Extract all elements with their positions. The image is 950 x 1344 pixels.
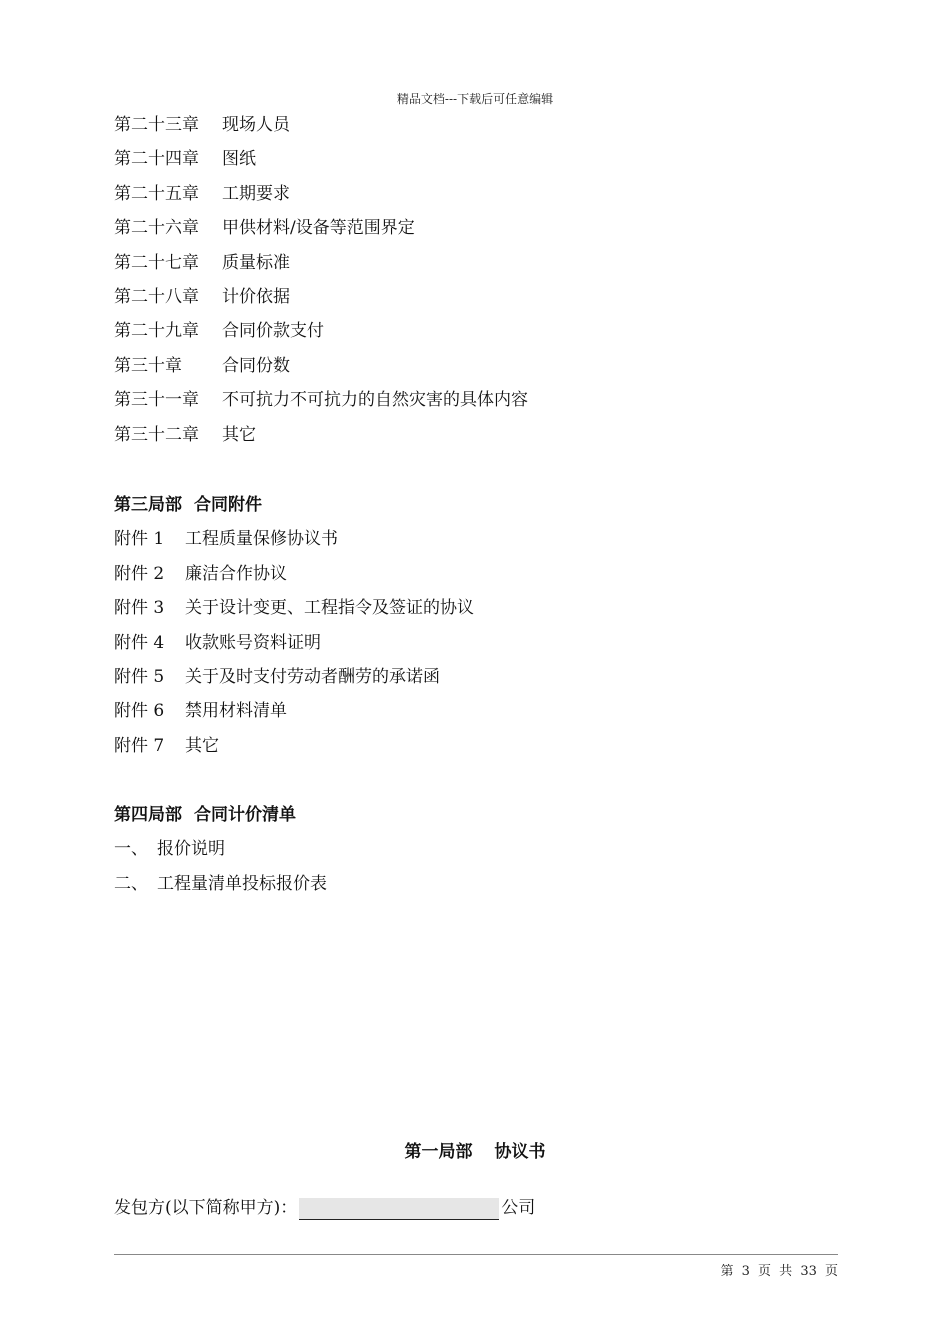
annex-title: 工程质量保修协议书 — [185, 529, 338, 550]
chapter-number: 第三十二章 — [114, 424, 199, 445]
annex-title: 其它 — [185, 735, 219, 756]
list-title: 报价说明 — [157, 839, 225, 860]
chapter-number: 第三十一章 — [114, 390, 199, 411]
toc-line — [114, 418, 834, 452]
party-line — [114, 1194, 535, 1222]
toc-line — [114, 314, 834, 348]
list-number: 一、 — [114, 839, 148, 860]
annex-title: 廉洁合作协议 — [185, 563, 287, 584]
chapter-title: 图纸 — [222, 149, 256, 170]
chapter-title: 其它 — [222, 424, 256, 445]
party-name-field[interactable] — [299, 1198, 499, 1220]
toc-line — [114, 177, 834, 211]
annex-line — [114, 522, 834, 556]
annex-number: 附件 3 — [114, 598, 165, 619]
part-heading — [0, 1138, 950, 1166]
chapter-title: 甲供材料/设备等范围界定 — [222, 218, 415, 239]
toc-line — [114, 280, 834, 314]
toc-line — [114, 211, 834, 245]
toc-line — [114, 349, 834, 383]
chapter-title: 工期要求 — [222, 183, 290, 204]
toc-line — [114, 246, 834, 280]
party-label: 发包方(以下简称甲方)： — [114, 1198, 298, 1218]
annex-number: 附件 4 — [114, 632, 165, 653]
chapter-number: 第三十章 — [114, 355, 182, 376]
section-label: 第四局部 — [114, 805, 182, 825]
page-header: 精品文档---下载后可任意编辑 — [396, 92, 554, 106]
toc-line — [114, 108, 834, 142]
section-heading — [114, 798, 834, 832]
annex-line — [114, 729, 834, 763]
party-suffix: 公司 — [501, 1198, 536, 1218]
annex-line — [114, 694, 834, 728]
list-title: 工程量清单投标报价表 — [157, 873, 327, 894]
annex-section — [114, 488, 834, 763]
chapter-title: 质量标准 — [222, 252, 290, 273]
toc-line — [114, 383, 834, 417]
chapter-number: 第二十六章 — [114, 218, 199, 239]
annex-title: 关于及时支付劳动者酬劳的承诺函 — [185, 666, 440, 687]
chapter-title: 合同份数 — [222, 355, 290, 376]
chapter-number: 第二十五章 — [114, 183, 199, 204]
section-label: 第三局部 — [114, 495, 182, 515]
list-number: 二、 — [114, 873, 148, 894]
section-title: 合同附件 — [194, 495, 262, 515]
list-item — [114, 867, 834, 901]
toc-line — [114, 142, 834, 176]
annex-number: 附件 2 — [114, 563, 165, 584]
annex-number: 附件 7 — [114, 735, 165, 756]
annex-number: 附件 6 — [114, 701, 165, 722]
list-item — [114, 832, 834, 866]
section-title: 合同计价清单 — [194, 805, 296, 825]
part-title: 协议书 — [494, 1142, 546, 1162]
annex-title: 禁用材料清单 — [185, 701, 287, 722]
section-heading — [114, 488, 834, 522]
pricing-section — [114, 798, 834, 901]
chapter-number: 第二十三章 — [114, 115, 199, 135]
chapter-number: 第二十七章 — [114, 252, 199, 273]
page-number: 第 3 页 共 33 页 — [720, 1264, 838, 1279]
annex-line — [114, 660, 834, 694]
annex-title: 收款账号资料证明 — [185, 632, 321, 653]
part-label: 第一局部 — [404, 1142, 473, 1162]
annex-number: 附件 5 — [114, 666, 165, 687]
chapter-number: 第二十四章 — [114, 149, 199, 170]
chapter-title: 计价依据 — [222, 286, 290, 307]
annex-number: 附件 1 — [114, 529, 165, 550]
chapter-number: 第二十九章 — [114, 321, 199, 342]
chapter-title: 现场人员 — [222, 115, 290, 135]
annex-line — [114, 557, 834, 591]
annex-title: 关于设计变更、工程指令及签证的协议 — [185, 598, 474, 619]
annex-line — [114, 626, 834, 660]
chapter-list — [114, 108, 834, 452]
annex-line — [114, 591, 834, 625]
footer-divider — [114, 1254, 838, 1255]
chapter-number: 第二十八章 — [114, 286, 199, 307]
chapter-title: 合同价款支付 — [222, 321, 324, 342]
chapter-title: 不可抗力不可抗力的自然灾害的具体内容 — [222, 390, 528, 411]
